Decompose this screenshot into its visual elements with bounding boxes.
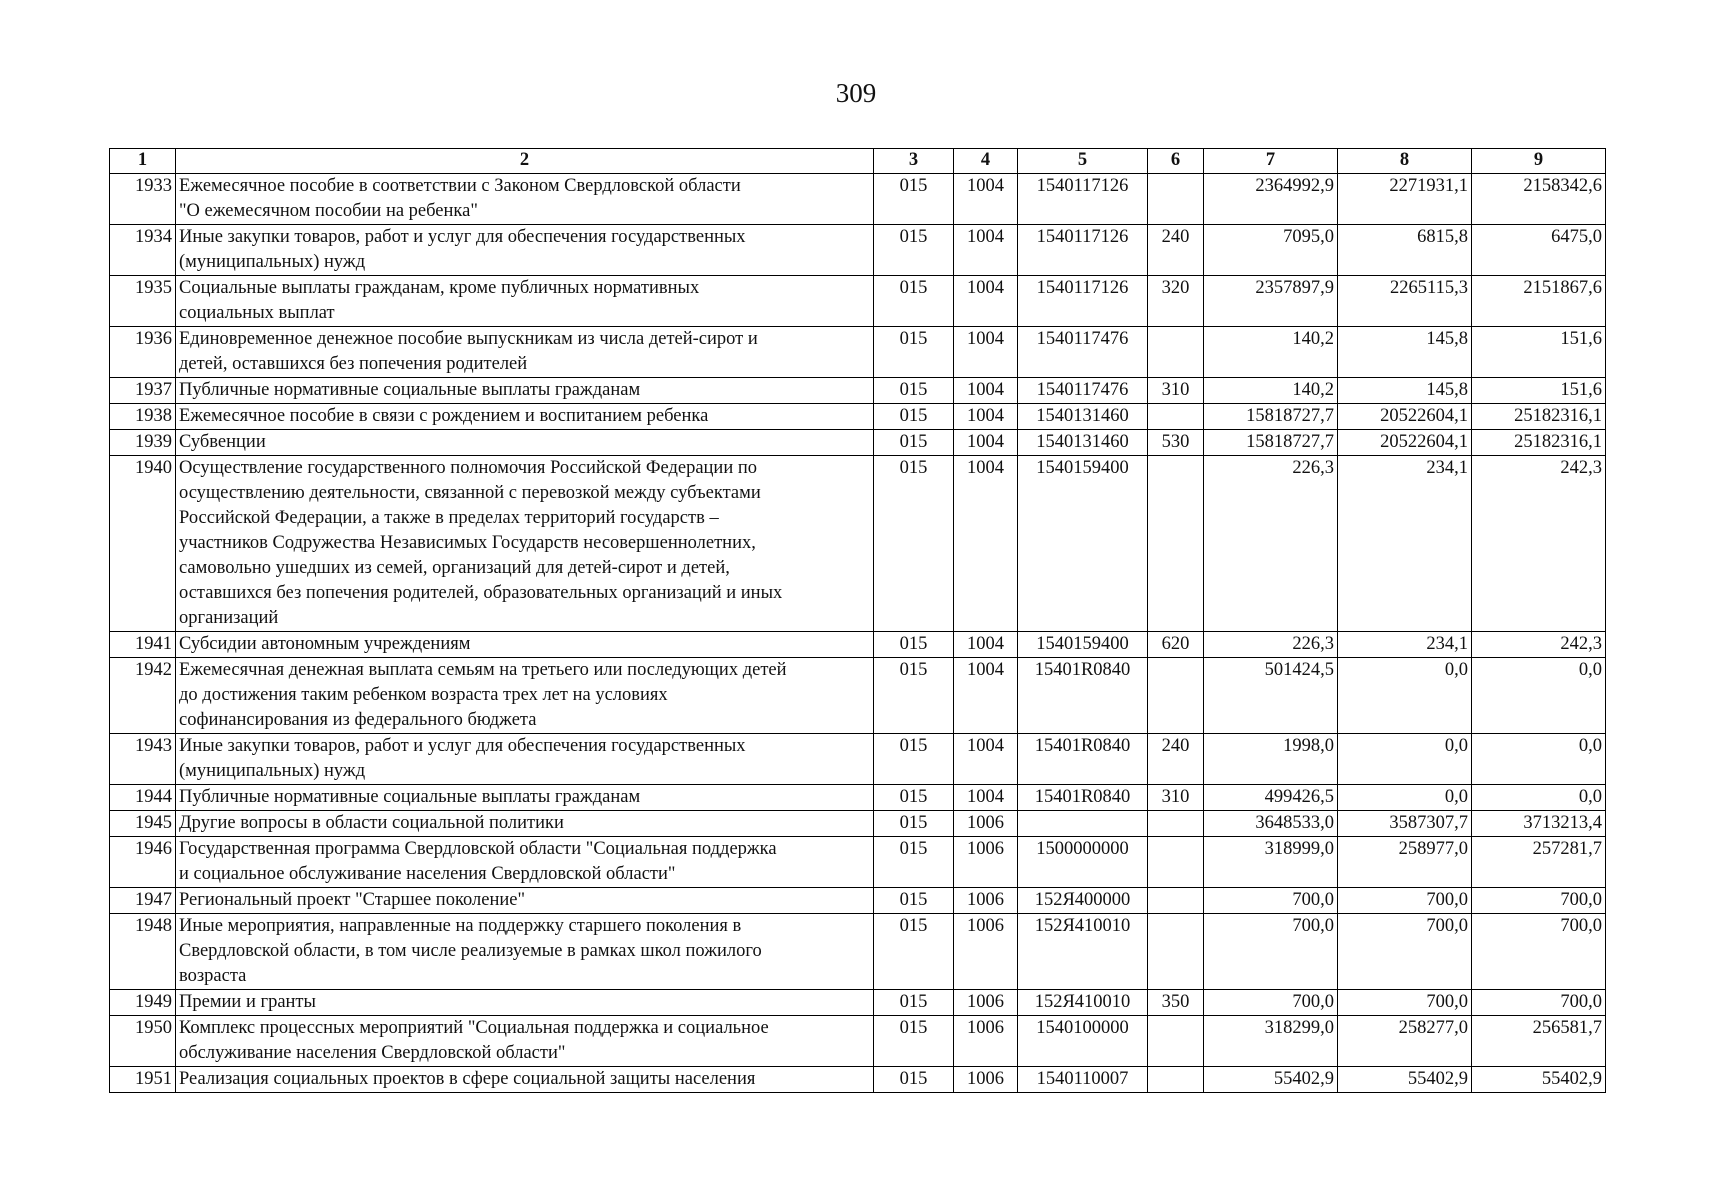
amount-year-3: 2151867,6 bbox=[1472, 276, 1606, 327]
amount-year-3: 242,3 bbox=[1472, 632, 1606, 658]
table-row bbox=[110, 811, 1606, 837]
amount-year-2: 258977,0 bbox=[1338, 837, 1472, 888]
row-number: 1933 bbox=[110, 174, 176, 225]
section-code: 1006 bbox=[954, 837, 1018, 888]
expense-type-code: 620 bbox=[1148, 632, 1204, 658]
amount-year-2: 145,8 bbox=[1338, 327, 1472, 378]
target-article-code: 15401R0840 bbox=[1018, 785, 1148, 811]
table-header bbox=[110, 149, 1606, 174]
amount-year-2: 3587307,7 bbox=[1338, 811, 1472, 837]
amount-year-1: 3648533,0 bbox=[1204, 811, 1338, 837]
row-number: 1935 bbox=[110, 276, 176, 327]
target-article-code: 1500000000 bbox=[1018, 837, 1148, 888]
amount-year-1: 318299,0 bbox=[1204, 1016, 1338, 1067]
row-description: Ежемесячное пособие в соответствии с Законом Свердловской области "О ежемесячном пособии на ребенка" bbox=[176, 174, 874, 225]
table-row bbox=[110, 632, 1606, 658]
expense-type-code: 350 bbox=[1148, 990, 1204, 1016]
amount-year-1: 318999,0 bbox=[1204, 837, 1338, 888]
row-number: 1940 bbox=[110, 456, 176, 632]
table-row bbox=[110, 888, 1606, 914]
amount-year-3: 0,0 bbox=[1472, 658, 1606, 734]
amount-year-1: 7095,0 bbox=[1204, 225, 1338, 276]
ministry-code: 015 bbox=[874, 888, 954, 914]
amount-year-3: 700,0 bbox=[1472, 888, 1606, 914]
amount-year-2: 145,8 bbox=[1338, 378, 1472, 404]
amount-year-3: 257281,7 bbox=[1472, 837, 1606, 888]
amount-year-3: 25182316,1 bbox=[1472, 404, 1606, 430]
column-header: 3 bbox=[874, 149, 954, 174]
amount-year-3: 55402,9 bbox=[1472, 1067, 1606, 1093]
expense-type-code bbox=[1148, 811, 1204, 837]
amount-year-1: 501424,5 bbox=[1204, 658, 1338, 734]
target-article-code: 1540159400 bbox=[1018, 632, 1148, 658]
section-code: 1004 bbox=[954, 174, 1018, 225]
amount-year-2: 258277,0 bbox=[1338, 1016, 1472, 1067]
header-row bbox=[110, 149, 1606, 174]
expense-type-code bbox=[1148, 914, 1204, 990]
target-article-code: 15401R0840 bbox=[1018, 658, 1148, 734]
table-row bbox=[110, 225, 1606, 276]
row-description: Иные мероприятия, направленные на поддержку старшего поколения в Свердловской области, в том числе реализуемые в рамках школ пожилого возраста bbox=[176, 914, 874, 990]
section-code: 1004 bbox=[954, 734, 1018, 785]
column-header: 2 bbox=[176, 149, 874, 174]
amount-year-1: 15818727,7 bbox=[1204, 404, 1338, 430]
expense-type-code bbox=[1148, 837, 1204, 888]
target-article-code: 152Я400000 bbox=[1018, 888, 1148, 914]
row-description: Другие вопросы в области социальной политики bbox=[176, 811, 874, 837]
table-row bbox=[110, 1016, 1606, 1067]
target-article-code: 1540100000 bbox=[1018, 1016, 1148, 1067]
table-row bbox=[110, 914, 1606, 990]
section-code: 1004 bbox=[954, 430, 1018, 456]
amount-year-3: 0,0 bbox=[1472, 785, 1606, 811]
amount-year-2: 20522604,1 bbox=[1338, 404, 1472, 430]
amount-year-3: 256581,7 bbox=[1472, 1016, 1606, 1067]
expense-type-code bbox=[1148, 1016, 1204, 1067]
amount-year-2: 234,1 bbox=[1338, 632, 1472, 658]
row-number: 1939 bbox=[110, 430, 176, 456]
column-header: 4 bbox=[954, 149, 1018, 174]
amount-year-3: 242,3 bbox=[1472, 456, 1606, 632]
row-description: Публичные нормативные социальные выплаты гражданам bbox=[176, 378, 874, 404]
expense-type-code: 240 bbox=[1148, 225, 1204, 276]
amount-year-2: 55402,9 bbox=[1338, 1067, 1472, 1093]
table-row bbox=[110, 456, 1606, 632]
row-number: 1941 bbox=[110, 632, 176, 658]
expense-type-code bbox=[1148, 404, 1204, 430]
section-code: 1004 bbox=[954, 276, 1018, 327]
row-description: Иные закупки товаров, работ и услуг для обеспечения государственных (муниципальных) нужд bbox=[176, 734, 874, 785]
amount-year-3: 700,0 bbox=[1472, 990, 1606, 1016]
amount-year-1: 55402,9 bbox=[1204, 1067, 1338, 1093]
ministry-code: 015 bbox=[874, 837, 954, 888]
table-row bbox=[110, 658, 1606, 734]
row-number: 1937 bbox=[110, 378, 176, 404]
table-row bbox=[110, 276, 1606, 327]
ministry-code: 015 bbox=[874, 225, 954, 276]
amount-year-1: 700,0 bbox=[1204, 888, 1338, 914]
section-code: 1004 bbox=[954, 378, 1018, 404]
row-description: Государственная программа Свердловской области "Социальная поддержка и социальное обслуживание населения Свердловской области" bbox=[176, 837, 874, 888]
table-row bbox=[110, 1067, 1606, 1093]
section-code: 1006 bbox=[954, 1067, 1018, 1093]
column-header: 1 bbox=[110, 149, 176, 174]
table-row bbox=[110, 837, 1606, 888]
ministry-code: 015 bbox=[874, 378, 954, 404]
amount-year-2: 700,0 bbox=[1338, 914, 1472, 990]
expense-type-code bbox=[1148, 327, 1204, 378]
row-number: 1947 bbox=[110, 888, 176, 914]
amount-year-2: 6815,8 bbox=[1338, 225, 1472, 276]
amount-year-1: 226,3 bbox=[1204, 456, 1338, 632]
amount-year-3: 700,0 bbox=[1472, 914, 1606, 990]
target-article-code: 1540131460 bbox=[1018, 430, 1148, 456]
section-code: 1004 bbox=[954, 456, 1018, 632]
row-description: Иные закупки товаров, работ и услуг для обеспечения государственных (муниципальных) нужд bbox=[176, 225, 874, 276]
table-row bbox=[110, 378, 1606, 404]
target-article-code: 1540117126 bbox=[1018, 174, 1148, 225]
amount-year-1: 140,2 bbox=[1204, 378, 1338, 404]
section-code: 1004 bbox=[954, 327, 1018, 378]
ministry-code: 015 bbox=[874, 658, 954, 734]
table-row bbox=[110, 430, 1606, 456]
section-code: 1006 bbox=[954, 990, 1018, 1016]
amount-year-1: 2364992,9 bbox=[1204, 174, 1338, 225]
expense-type-code: 240 bbox=[1148, 734, 1204, 785]
target-article-code: 1540110007 bbox=[1018, 1067, 1148, 1093]
section-code: 1006 bbox=[954, 1016, 1018, 1067]
table-row bbox=[110, 990, 1606, 1016]
table-row bbox=[110, 404, 1606, 430]
target-article-code: 1540117126 bbox=[1018, 276, 1148, 327]
ministry-code: 015 bbox=[874, 811, 954, 837]
row-description: Премии и гранты bbox=[176, 990, 874, 1016]
target-article-code: 1540117476 bbox=[1018, 327, 1148, 378]
amount-year-1: 140,2 bbox=[1204, 327, 1338, 378]
amount-year-3: 151,6 bbox=[1472, 378, 1606, 404]
ministry-code: 015 bbox=[874, 734, 954, 785]
amount-year-1: 2357897,9 bbox=[1204, 276, 1338, 327]
ministry-code: 015 bbox=[874, 276, 954, 327]
expense-type-code bbox=[1148, 456, 1204, 632]
row-description: Публичные нормативные социальные выплаты гражданам bbox=[176, 785, 874, 811]
target-article-code: 1540159400 bbox=[1018, 456, 1148, 632]
budget-table bbox=[109, 148, 1606, 1093]
row-number: 1944 bbox=[110, 785, 176, 811]
row-description: Реализация социальных проектов в сфере социальной защиты населения bbox=[176, 1067, 874, 1093]
amount-year-1: 499426,5 bbox=[1204, 785, 1338, 811]
row-description: Единовременное денежное пособие выпускникам из числа детей-сирот и детей, оставшихся без попечения родителей bbox=[176, 327, 874, 378]
section-code: 1006 bbox=[954, 914, 1018, 990]
expense-type-code: 530 bbox=[1148, 430, 1204, 456]
row-number: 1946 bbox=[110, 837, 176, 888]
target-article-code: 152Я410010 bbox=[1018, 914, 1148, 990]
row-number: 1951 bbox=[110, 1067, 176, 1093]
row-description: Осуществление государственного полномочия Российской Федерации по осуществлению деятельности, связанной с перевозкой между субъектами Российской Федерации, а также в пределах территорий государств – участников Содружества Независимых Государств несовершеннолетних, самовольно ушедших из семей, организаций для детей-сирот и детей, оставшихся без попечения родителей, образовательных организаций и иных организаций bbox=[176, 456, 874, 632]
amount-year-3: 151,6 bbox=[1472, 327, 1606, 378]
amount-year-3: 2158342,6 bbox=[1472, 174, 1606, 225]
amount-year-2: 2265115,3 bbox=[1338, 276, 1472, 327]
row-number: 1943 bbox=[110, 734, 176, 785]
target-article-code: 1540117126 bbox=[1018, 225, 1148, 276]
column-header: 9 bbox=[1472, 149, 1606, 174]
row-description: Субвенции bbox=[176, 430, 874, 456]
ministry-code: 015 bbox=[874, 327, 954, 378]
section-code: 1004 bbox=[954, 225, 1018, 276]
section-code: 1004 bbox=[954, 658, 1018, 734]
amount-year-2: 20522604,1 bbox=[1338, 430, 1472, 456]
target-article-code: 15401R0840 bbox=[1018, 734, 1148, 785]
expense-type-code bbox=[1148, 1067, 1204, 1093]
amount-year-1: 1998,0 bbox=[1204, 734, 1338, 785]
row-description: Субсидии автономным учреждениям bbox=[176, 632, 874, 658]
row-description: Ежемесячное пособие в связи с рождением и воспитанием ребенка bbox=[176, 404, 874, 430]
amount-year-3: 25182316,1 bbox=[1472, 430, 1606, 456]
ministry-code: 015 bbox=[874, 1016, 954, 1067]
row-number: 1949 bbox=[110, 990, 176, 1016]
expense-type-code: 310 bbox=[1148, 378, 1204, 404]
amount-year-1: 700,0 bbox=[1204, 914, 1338, 990]
target-article-code bbox=[1018, 811, 1148, 837]
ministry-code: 015 bbox=[874, 914, 954, 990]
table-row bbox=[110, 785, 1606, 811]
ministry-code: 015 bbox=[874, 1067, 954, 1093]
amount-year-1: 15818727,7 bbox=[1204, 430, 1338, 456]
row-number: 1948 bbox=[110, 914, 176, 990]
amount-year-2: 0,0 bbox=[1338, 658, 1472, 734]
row-number: 1934 bbox=[110, 225, 176, 276]
row-number: 1945 bbox=[110, 811, 176, 837]
target-article-code: 1540131460 bbox=[1018, 404, 1148, 430]
amount-year-2: 0,0 bbox=[1338, 785, 1472, 811]
table-row bbox=[110, 174, 1606, 225]
table-row bbox=[110, 327, 1606, 378]
section-code: 1004 bbox=[954, 632, 1018, 658]
amount-year-2: 0,0 bbox=[1338, 734, 1472, 785]
amount-year-3: 0,0 bbox=[1472, 734, 1606, 785]
ministry-code: 015 bbox=[874, 174, 954, 225]
expense-type-code: 310 bbox=[1148, 785, 1204, 811]
row-number: 1942 bbox=[110, 658, 176, 734]
amount-year-1: 700,0 bbox=[1204, 990, 1338, 1016]
column-header: 6 bbox=[1148, 149, 1204, 174]
target-article-code: 1540117476 bbox=[1018, 378, 1148, 404]
amount-year-2: 2271931,1 bbox=[1338, 174, 1472, 225]
column-header: 5 bbox=[1018, 149, 1148, 174]
amount-year-3: 3713213,4 bbox=[1472, 811, 1606, 837]
amount-year-1: 226,3 bbox=[1204, 632, 1338, 658]
section-code: 1006 bbox=[954, 888, 1018, 914]
ministry-code: 015 bbox=[874, 404, 954, 430]
row-description: Социальные выплаты гражданам, кроме публичных нормативных социальных выплат bbox=[176, 276, 874, 327]
row-description: Комплекс процессных мероприятий "Социальная поддержка и социальное обслуживание населения Свердловской области" bbox=[176, 1016, 874, 1067]
amount-year-3: 6475,0 bbox=[1472, 225, 1606, 276]
ministry-code: 015 bbox=[874, 785, 954, 811]
expense-type-code: 320 bbox=[1148, 276, 1204, 327]
section-code: 1004 bbox=[954, 404, 1018, 430]
table-row bbox=[110, 734, 1606, 785]
column-header: 7 bbox=[1204, 149, 1338, 174]
page-number: 309 bbox=[835, 78, 877, 108]
expense-type-code bbox=[1148, 888, 1204, 914]
ministry-code: 015 bbox=[874, 430, 954, 456]
expense-type-code bbox=[1148, 658, 1204, 734]
row-description: Ежемесячная денежная выплата семьям на третьего или последующих детей до достижения таким ребенком возраста трех лет на условиях софинансирования из федерального бюджета bbox=[176, 658, 874, 734]
amount-year-2: 700,0 bbox=[1338, 990, 1472, 1016]
row-description: Региональный проект "Старшее поколение" bbox=[176, 888, 874, 914]
target-article-code: 152Я410010 bbox=[1018, 990, 1148, 1016]
row-number: 1936 bbox=[110, 327, 176, 378]
table-body bbox=[110, 174, 1606, 1093]
expense-type-code bbox=[1148, 174, 1204, 225]
ministry-code: 015 bbox=[874, 456, 954, 632]
amount-year-2: 234,1 bbox=[1338, 456, 1472, 632]
row-number: 1950 bbox=[110, 1016, 176, 1067]
ministry-code: 015 bbox=[874, 990, 954, 1016]
row-number: 1938 bbox=[110, 404, 176, 430]
column-header: 8 bbox=[1338, 149, 1472, 174]
section-code: 1004 bbox=[954, 785, 1018, 811]
section-code: 1006 bbox=[954, 811, 1018, 837]
ministry-code: 015 bbox=[874, 632, 954, 658]
amount-year-2: 700,0 bbox=[1338, 888, 1472, 914]
